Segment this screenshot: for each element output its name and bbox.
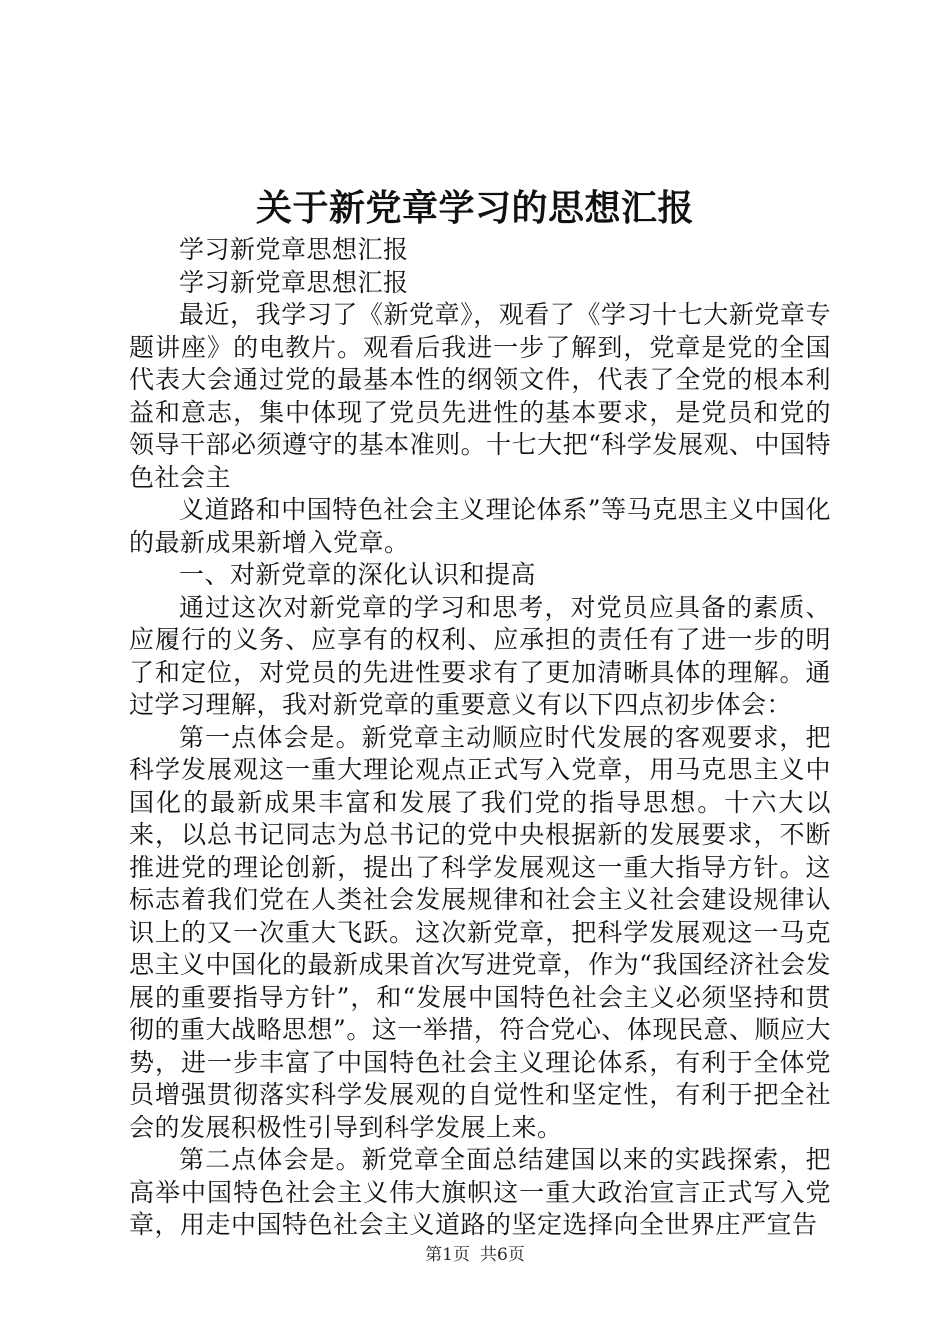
paragraph: 通过这次对新党章的学习和思考，对党员应具备的素质、应履行的义务、应享有的权利、应承担的责任有了进一步的明了和定位，对党员的先进性要求有了更加清晰具体的理解。通过学习理解，我对新党章的重要意义有以下四点初步体会： xyxy=(129,592,831,719)
paragraph: 第一点体会是。新党章主动顺应时代发展的客观要求，把科学发展观这一重大理论观点正式写入党章，用马克思主义中国化的最新成果丰富和发展了我们党的指导思想。十六大以来，以总书记同志为总书记的党中央根据新的发展要求，不断推进党的理论创新，提出了科学发展观这一重大指导方针。这标志着我们党在人类社会发展规律和社会主义社会建设规律认识上的又一次重大飞跃。这次新党章，把科学发展观这一马克思主义中国化的最新成果首次写进党章，作为“我国经济社会发展的重要指导方针”，和“发展中国特色社会主义必须坚持和贯彻的重大战略思想”。这一举措，符合党心、体现民意、顺应大势，进一步丰富了中国特色社会主义理论体系，有利于全体党员增强贯彻落实科学发展观的自觉性和坚定性，有利于把全社会的发展积极性引导到科学发展上来。 xyxy=(129,722,831,1142)
document-title: 关于新党章学习的思想汇报 xyxy=(255,187,694,229)
paragraph: 义道路和中国特色社会主义理论体系”等马克思主义中国化的最新成果新增入党章。 xyxy=(129,495,831,557)
document-body xyxy=(129,234,831,1242)
page-number: 第1页 xyxy=(425,1245,470,1265)
paragraph: 最近，我学习了《新党章》，观看了《学习十七大新党章专题讲座》的电教片。观看后我进一步了解到，党章是党的全国代表大会通过党的最基本性的纲领文件，代表了全党的根本利益和意志，集中体现了党员先进性的基本要求，是党员和党的领导干部必须遵守的基本准则。十七大把“科学发展观、中国特色社会主 xyxy=(129,300,831,492)
paragraph: 第二点体会是。新党章全面总结建国以来的实践探索，把高举中国特色社会主义伟大旗帜这一重大政治宣言正式写入党章，用走中国特色社会主义道路的坚定选择向全世界庄严宣告 xyxy=(129,1145,831,1239)
paragraph: 学习新党章思想汇报 xyxy=(179,235,409,264)
page-footer xyxy=(0,1244,950,1266)
section-heading: 一、对新党章的深化认识和提高 xyxy=(179,560,537,589)
page-total: 共6页 xyxy=(480,1245,525,1265)
paragraph: 学习新党章思想汇报 xyxy=(179,267,409,297)
